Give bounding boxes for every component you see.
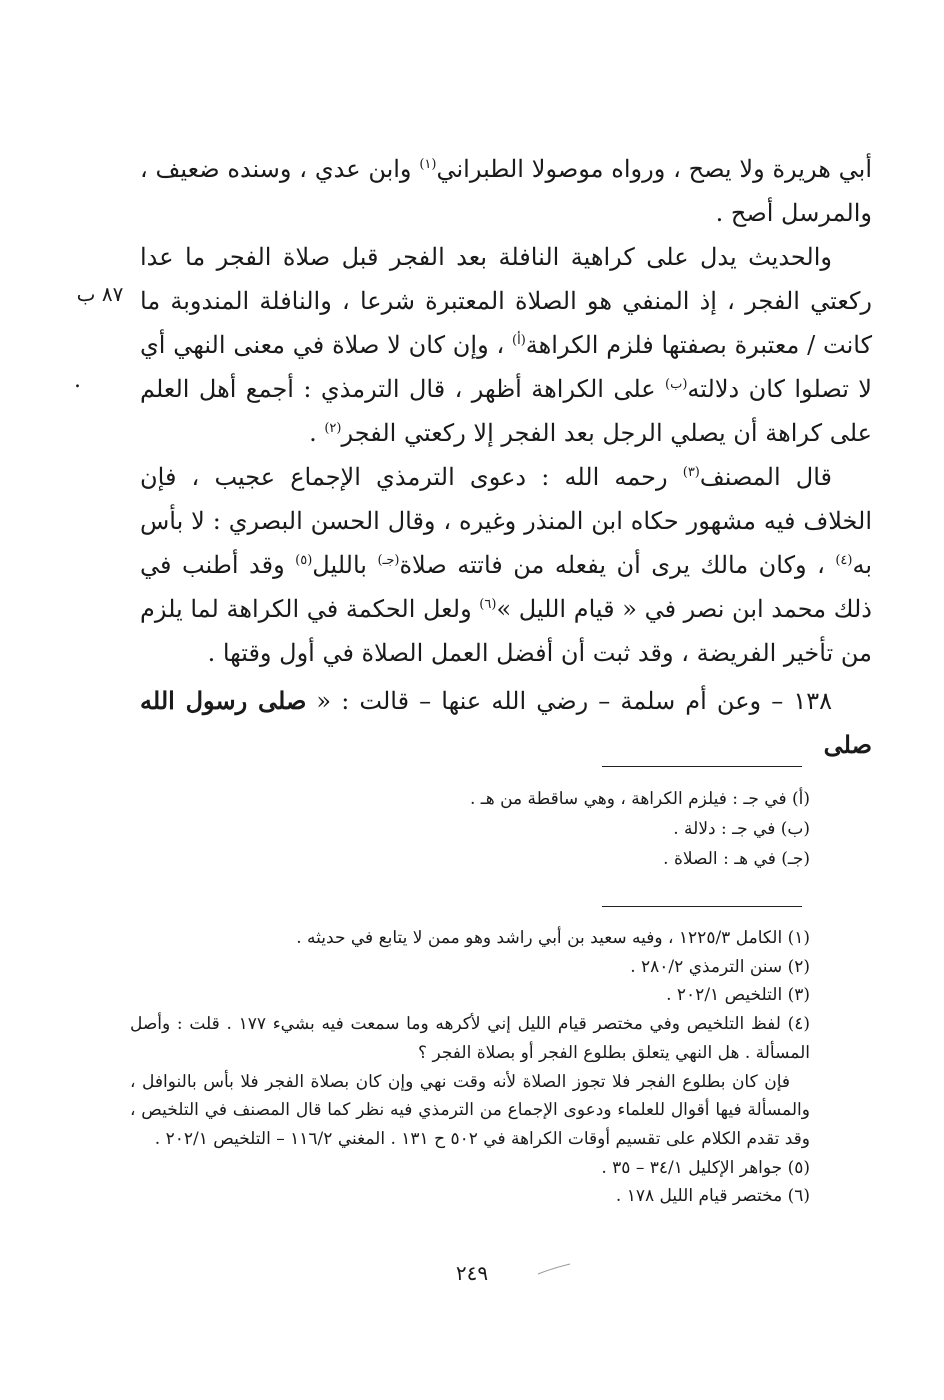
paragraph-2-text-c: على الكراهة أظهر ، قال الترمذي : أجمع أهل العلم على كراهة أن يصلي الرجل بعد الفجر إلا ركعتي الفجر bbox=[140, 375, 872, 447]
variant-marker-c: (جـ) bbox=[377, 553, 400, 568]
paragraph-3-text-c: ، وكان مالك يرى أن يفعله من فاتته صلاة bbox=[399, 551, 836, 579]
margin-dot: . bbox=[74, 368, 81, 393]
footnote-marker-6: (٦) bbox=[479, 597, 497, 612]
footnote-marker-5: (٥) bbox=[295, 553, 313, 568]
footnote-4-continuation: فإن كان بطلوع الفجر فلا تجوز الصلاة لأنه وقت نهي وإن كان بصلاة الفجر فلا بأس بالنوافل ، والمسألة فيها أقوال للعلماء ودعوى الإجماع من الترمذي فيه نظر كما قال المصنف في التلخيص ، وقد تقدم الكلام على تقسيم أوقات الكراهة في ٥٠٢ ح ١٣١ . المغني ١١٦/٢ – التلخيص ٢٠٢/١ . bbox=[130, 1071, 810, 1149]
paragraph-2-text-b: ، وإن كان لا صلاة في معنى النهي أي لا تصلوا كان دلالته bbox=[140, 331, 872, 403]
footnote-marker-1: (١) bbox=[419, 157, 437, 172]
footnote-1: (١) الكامل ١٢٢٥/٣ ، وفيه سعيد بن أبي راشد وهو ممن لا يتابع في حديثه . bbox=[296, 928, 810, 948]
margin-folio-number: ٨٧ ب bbox=[76, 282, 124, 306]
paragraph-2-text-a: والحديث يدل على كراهية النافلة بعد الفجر قبل صلاة الفجر ما عدا ركعتي الفجر ، إذ المنفي هو الصلاة المعتبرة شرعا ، والنافلة المندوبة ما كانت / معتبرة بصفتها فلزم الكراهة bbox=[140, 243, 872, 359]
footnote-6: (٦) مختصر قيام الليل ١٧٨ . bbox=[615, 1186, 810, 1207]
paragraph-2-text-d: . bbox=[309, 419, 325, 447]
footnote-2: (٢) سنن الترمذي ٢٨٠/٢ . bbox=[630, 956, 810, 977]
variant-note: (ب) في جـ : دلالة . bbox=[673, 819, 810, 839]
hadith-138-intro: ١٣٨ – وعن أم سلمة – رضي الله عنها – قالت : « bbox=[306, 687, 832, 715]
footnote-marker-2: (٢) bbox=[324, 421, 342, 436]
paragraph-2 bbox=[140, 235, 872, 455]
footnote-4: (٤) لفظ التلخيص وفي مختصر قيام الليل إني لأكرهه وما سمعت فيه بشيء ١٧٧ . قلت : وأصل المسألة . هل النهي يتعلق بطلوع الفجر أو بصلاة الفجر ؟ bbox=[130, 1014, 810, 1063]
footnote-marker-3: (٣) bbox=[682, 465, 700, 480]
paragraph-3-text-b: رحمه الله : دعوى الترمذي الإجماع عجيب ، فإن الخلاف فيه مشهور حكاه ابن المنذر وغيره ، وقال الحسن البصري : لا بأس به bbox=[140, 463, 873, 579]
variant-notes bbox=[300, 784, 810, 874]
variants-divider bbox=[602, 766, 802, 767]
page-number: ٢٤٩ bbox=[455, 1261, 489, 1285]
variant-note: (جـ) في هـ : الصلاة . bbox=[663, 849, 810, 869]
paragraph-1 bbox=[140, 147, 872, 235]
paragraph-1-text-a: أبي هريرة ولا يصح ، ورواه موصولا الطبراني bbox=[436, 155, 873, 183]
footnotes bbox=[130, 924, 810, 1211]
paragraph-3-text-e: وقد أطنب في ذلك محمد ابن نصر في « قيام الليل » bbox=[140, 551, 872, 623]
pencil-stroke-mark bbox=[537, 1262, 571, 1276]
hadith-138 bbox=[140, 679, 872, 767]
hadith-138-quote: صلى رسول الله صلى bbox=[140, 686, 872, 759]
footnote-5: (٥) جواهر الإكليل ٣٤/١ – ٣٥ . bbox=[601, 1157, 810, 1178]
variant-marker-a: (أ) bbox=[512, 333, 526, 348]
paragraph-1-text-b: وابن عدي ، وسنده ضعيف ، والمرسل أصح . bbox=[140, 155, 872, 227]
footnotes-divider bbox=[602, 906, 802, 907]
footnote-3: (٣) التلخيص ٢٠٢/١ . bbox=[666, 985, 810, 1006]
paragraph-3-text-a: قال المصنف bbox=[699, 463, 832, 491]
variant-marker-b: (ب) bbox=[665, 377, 688, 392]
paragraph-3-text-d: بالليل bbox=[312, 551, 378, 579]
footnote-marker-4: (٤) bbox=[835, 553, 853, 568]
main-text bbox=[140, 147, 872, 767]
paragraph-3 bbox=[140, 455, 872, 675]
paragraph-3-text-f: ولعل الحكمة في الكراهة لما يلزم من تأخير الفريضة ، وقد ثبت أن أفضل العمل الصلاة في أول وقتها . bbox=[140, 595, 872, 667]
variant-note: (أ) في جـ : فيلزم الكراهة ، وهي ساقطة من هـ . bbox=[469, 789, 810, 809]
